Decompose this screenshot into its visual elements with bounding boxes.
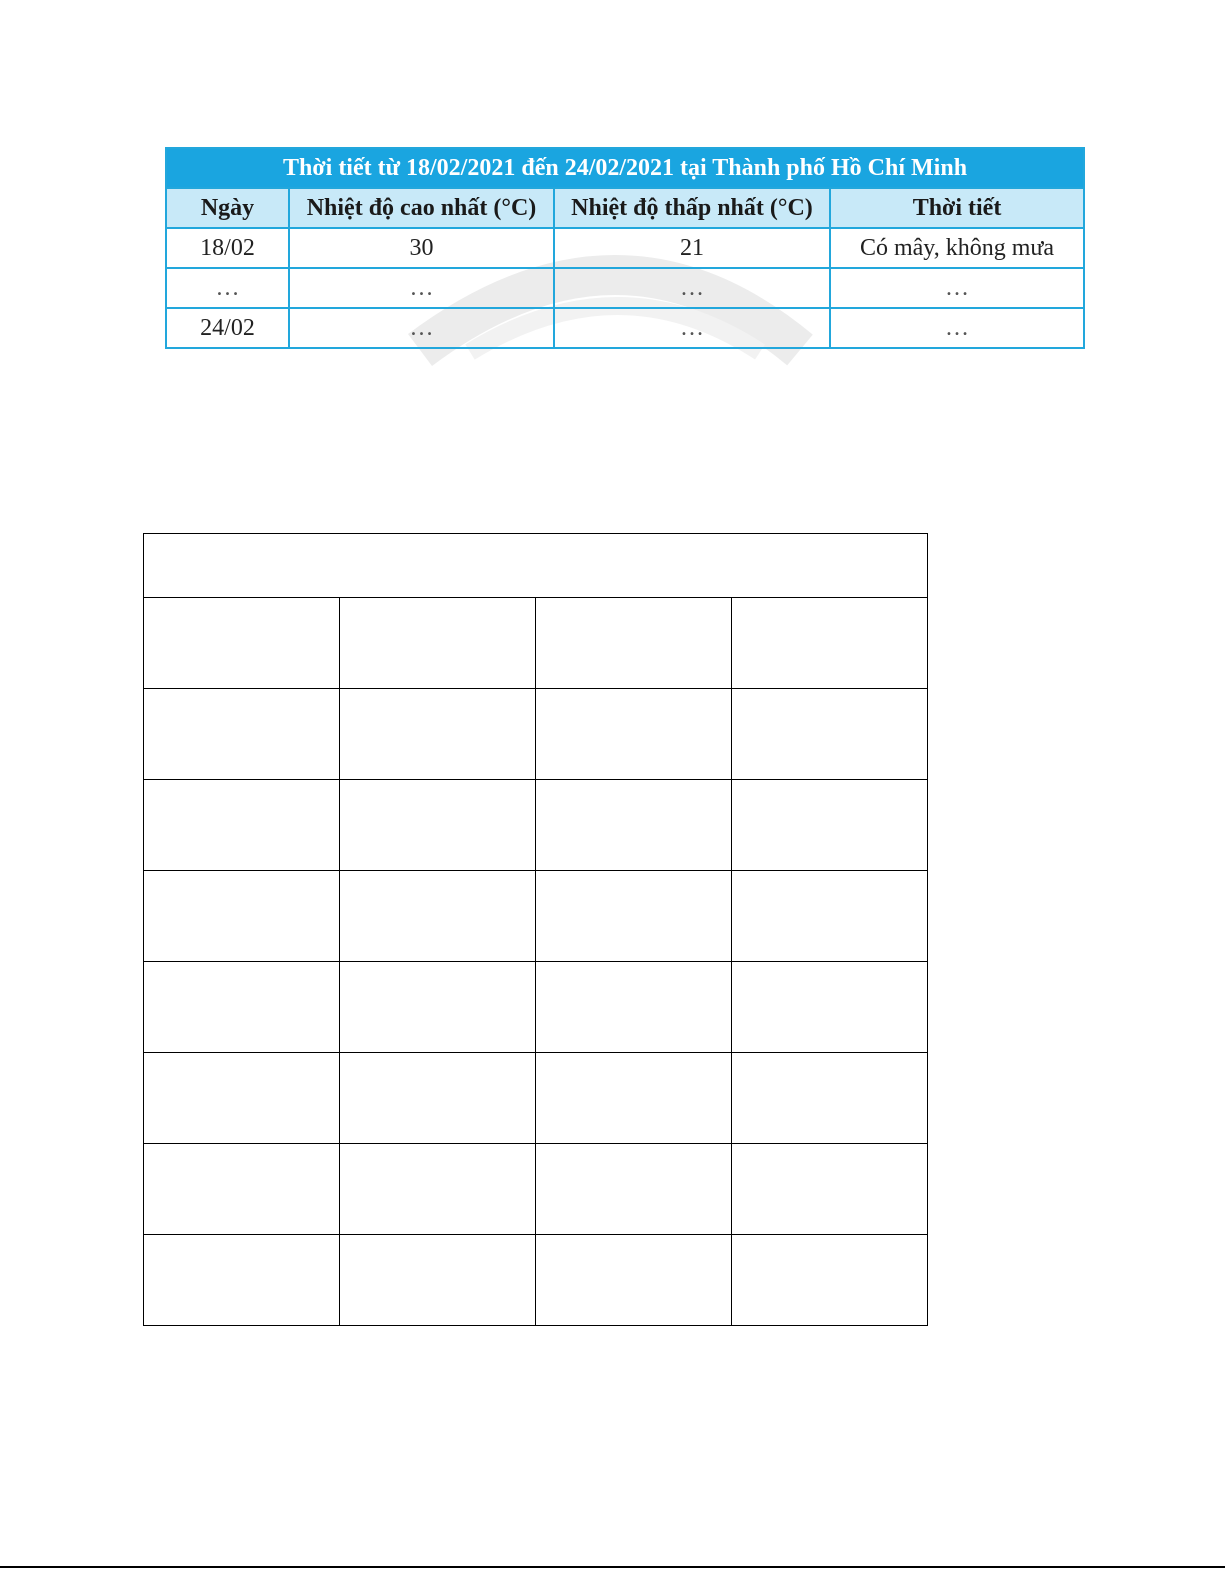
- cell-max-temp: …: [289, 268, 554, 308]
- table-row: [144, 598, 928, 689]
- table-row: [144, 780, 928, 871]
- blank-cell[interactable]: [732, 1235, 928, 1326]
- blank-cell[interactable]: [144, 871, 340, 962]
- blank-cell[interactable]: [340, 1053, 536, 1144]
- blank-cell[interactable]: [536, 1053, 732, 1144]
- cell-weather: …: [830, 268, 1084, 308]
- table-row: [166, 308, 1084, 348]
- blank-cell[interactable]: [536, 780, 732, 871]
- blank-title-cell[interactable]: [144, 534, 928, 598]
- blank-cell[interactable]: [732, 780, 928, 871]
- table-row: [166, 228, 1084, 268]
- cell-min-temp: …: [554, 308, 830, 348]
- blank-cell[interactable]: [340, 1235, 536, 1326]
- header-weather: Thời tiết: [830, 188, 1084, 228]
- table-title: Thời tiết từ 18/02/2021 đến 24/02/2021 tại Thành phố Hồ Chí Minh: [166, 148, 1084, 188]
- blank-cell[interactable]: [732, 689, 928, 780]
- cell-weather: Có mây, không mưa: [830, 228, 1084, 268]
- blank-cell[interactable]: [536, 871, 732, 962]
- cell-weather: …: [830, 308, 1084, 348]
- table-row: [144, 1053, 928, 1144]
- blank-cell[interactable]: [536, 1235, 732, 1326]
- blank-cell[interactable]: [340, 1144, 536, 1235]
- table-row: [144, 1144, 928, 1235]
- blank-cell[interactable]: [536, 689, 732, 780]
- reference-weather-table: [165, 147, 1085, 349]
- table-row: [144, 962, 928, 1053]
- table-row: [144, 871, 928, 962]
- page-bottom-rule: [0, 1566, 1225, 1568]
- blank-cell[interactable]: [536, 962, 732, 1053]
- cell-max-temp: 30: [289, 228, 554, 268]
- blank-cell[interactable]: [340, 689, 536, 780]
- cell-date: 18/02: [166, 228, 289, 268]
- blank-cell[interactable]: [144, 598, 340, 689]
- cell-min-temp: 21: [554, 228, 830, 268]
- cell-min-temp: …: [554, 268, 830, 308]
- blank-cell[interactable]: [536, 1144, 732, 1235]
- blank-cell[interactable]: [732, 1144, 928, 1235]
- table-row: [166, 268, 1084, 308]
- table-row: [144, 1235, 928, 1326]
- table-row: [144, 689, 928, 780]
- blank-cell[interactable]: [144, 1235, 340, 1326]
- blank-cell[interactable]: [732, 1053, 928, 1144]
- blank-cell[interactable]: [144, 1144, 340, 1235]
- blank-cell[interactable]: [732, 871, 928, 962]
- blank-cell[interactable]: [732, 962, 928, 1053]
- header-min-temp: Nhiệt độ thấp nhất (°C): [554, 188, 830, 228]
- blank-cell[interactable]: [732, 598, 928, 689]
- blank-cell[interactable]: [536, 598, 732, 689]
- cell-date: 24/02: [166, 308, 289, 348]
- blank-worksheet-table: [143, 533, 928, 1326]
- cell-max-temp: …: [289, 308, 554, 348]
- blank-cell[interactable]: [340, 962, 536, 1053]
- blank-cell[interactable]: [144, 689, 340, 780]
- cell-date: …: [166, 268, 289, 308]
- blank-cell[interactable]: [144, 1053, 340, 1144]
- blank-cell[interactable]: [144, 962, 340, 1053]
- blank-cell[interactable]: [340, 598, 536, 689]
- blank-cell[interactable]: [340, 780, 536, 871]
- header-date: Ngày: [166, 188, 289, 228]
- blank-cell[interactable]: [340, 871, 536, 962]
- blank-cell[interactable]: [144, 780, 340, 871]
- header-max-temp: Nhiệt độ cao nhất (°C): [289, 188, 554, 228]
